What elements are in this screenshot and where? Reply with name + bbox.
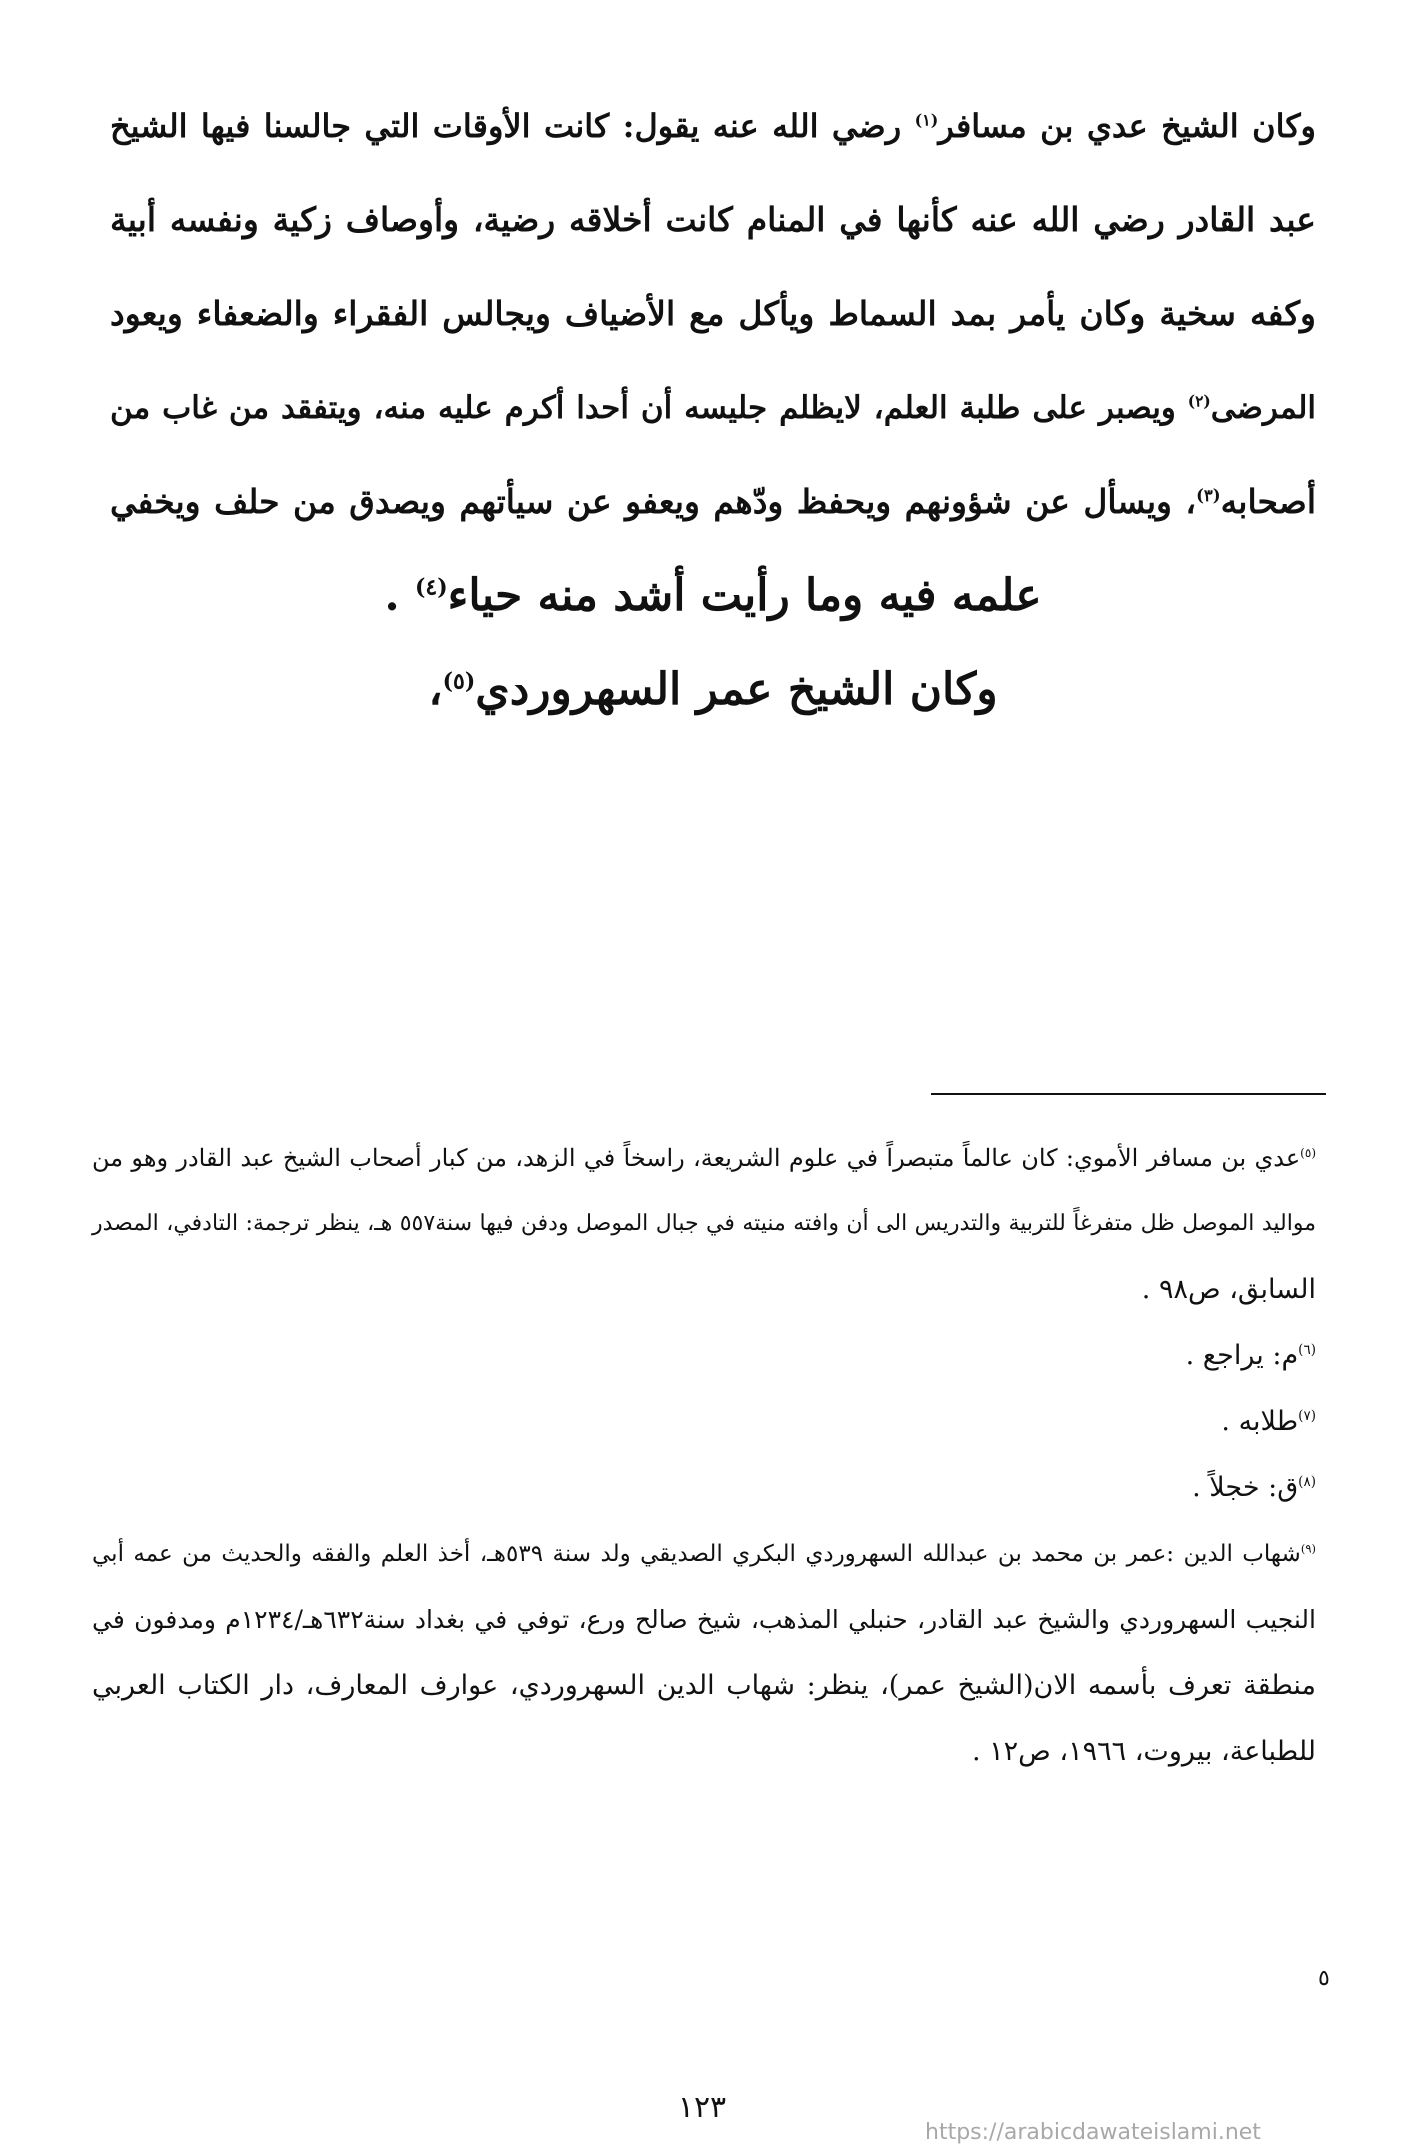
main-line-2: عبد القادر رضي الله عنه كأنها في المنام كانت أخلاقه رضية، وأوصاف زكية ونفسه أبية	[110, 200, 1316, 239]
main-line-7: وكان الشيخ عمر السهروردي$^{(٥)}$،	[428, 664, 998, 715]
footnote-5-line-1: $^{(٥)}$عدي بن مسافر الأموي: كان عالماً متبصراً في علوم الشريعة، راسخاً في الزهد، من كبار أصحاب الشيخ عبد القادر وهو من	[92, 1144, 1316, 1172]
main-line-6: علمه فيه وما رأيت أشد منه حياء$^{(٤)}$ .	[384, 570, 1042, 621]
footnote-9-line-4: للطباعة، بيروت، ١٩٦٦، ص١٢ .	[971, 1736, 1316, 1767]
page-number: ١٢٣	[677, 2090, 727, 2125]
main-line-1: وكان الشيخ عدي بن مسافر$^{(١)}$ رضي الله عنه يقول: كانت الأوقات التي جالسنا فيها الشيخ	[110, 107, 1317, 145]
footnote-8: $^{(٨)}$ق: خجلاً .	[1192, 1472, 1316, 1503]
footnote-ref-5: (٥)	[442, 668, 476, 695]
watermark-url: https://arabicdawateislami.net	[925, 2120, 1261, 2145]
page-marker: ٥	[1318, 1966, 1330, 1991]
main-text	[110, 96, 1316, 754]
footnote-separator	[931, 1093, 1326, 1095]
footnote-ref-1: (١)	[914, 110, 939, 130]
footnote-7: $^{(٧)}$طلابه .	[1221, 1406, 1316, 1437]
main-line-5: أصحابه$^{(٣)}$، ويسأل عن شؤونهم ويحفظ ودّهم ويعفو عن سيأتهم ويصدق من حلف ويخفي	[110, 482, 1316, 521]
footnote-ref-4: (٤)	[414, 574, 448, 601]
main-line-4: المرضى$^{(٢)}$ ويصبر على طلبة العلم، لايظلم جليسه أن أحدا أكرم عليه منه، ويتفقد من غاب من	[110, 390, 1316, 426]
footnotes	[92, 1138, 1316, 1798]
footnote-ref-3: (٣)	[1196, 486, 1221, 505]
footnote-9-line-1: $^{(٩)}$شهاب الدين :عمر بن محمد بن عبدالله السهروردي البكري الصديقي ولد سنة ٥٣٩هـ، أخذ العلم والفقه والحديث من عمه أبي	[92, 1541, 1316, 1567]
main-line-3: وكفه سخية وكان يأمر بمد السماط ويأكل مع الأضياف ويجالس الفقراء والضعفاء ويعود	[110, 294, 1316, 333]
footnote-9-line-2: النجيب السهروردي والشيخ عبد القادر، حنبلي المذهب، شيخ صالح ورع، توفي في بغداد سنة٦٣٢هـ/١٢٣٤م ومدفون في	[92, 1605, 1316, 1634]
footnote-5-line-3: السابق، ص٩٨ .	[1141, 1274, 1316, 1305]
footnote-9-line-3: منطقة تعرف بأسمه الان(الشيخ عمر)، ينظر: شهاب الدين السهروردي، عوارف المعارف، دار الكتاب العربي	[92, 1670, 1316, 1701]
footnote-5-line-2: مواليد الموصل ظل متفرغاً للتربية والتدريس الى أن وافته منيته في جبال الموصل ودفن فيها سنة٥٥٧ هـ، ينظر ترجمة: التادفي، المصدر	[92, 1211, 1317, 1236]
footnote-ref-2: (٢)	[1187, 391, 1211, 411]
footnote-6: $^{(٦)}$م: يراجع .	[1185, 1340, 1316, 1371]
